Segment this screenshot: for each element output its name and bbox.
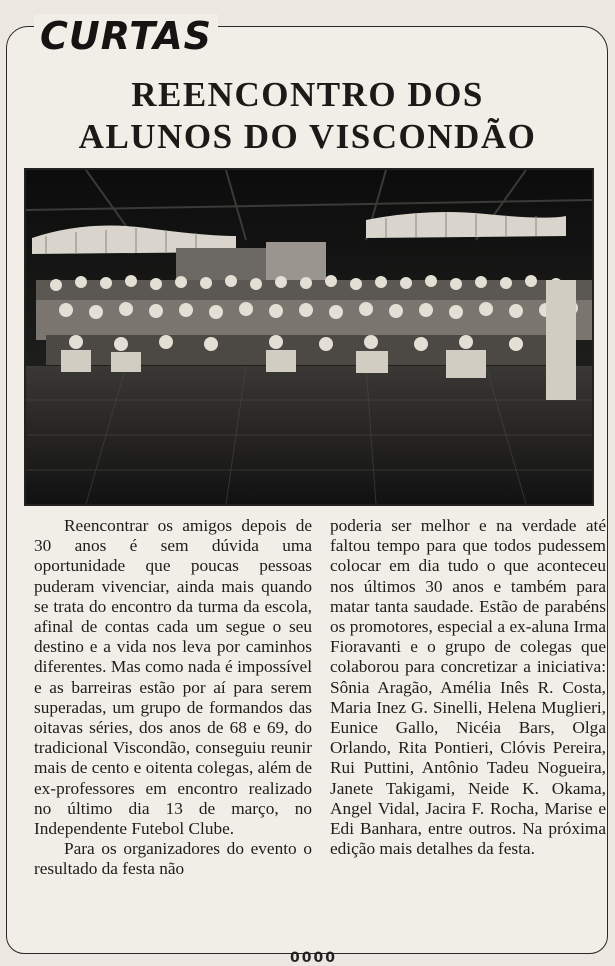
headline-line-1: REENCONTRO DOS	[131, 75, 484, 114]
section-label: CURTAS	[34, 14, 218, 58]
footer-mark: 0000	[290, 950, 337, 966]
headline-line-2: ALUNOS DO VISCONDÃO	[78, 117, 537, 156]
article-column-left	[34, 516, 312, 880]
article-headline	[0, 74, 615, 158]
body-paragraph-1: Reencontrar os amigos depois de 30 anos é sem dúvida uma oportunidade que poucas pessoas puderam vivenciar, ainda mais quando se trata do encontro da turma da escola, afinal de contas cada um segue o seu destino e a vida nos leva por caminhos diferentes. Mas como nada é impossível e as barreiras estão por aí para serem superadas, um grupo de formandos das oitavas séries, dos anos de 68 e 69, do tradicional Viscondão, conseguiu reunir mais de cento e oitenta colegas, além de ex-professores em encontro realizado no último dia 13 de março, no Independente Futebol Clube.	[34, 516, 312, 839]
article-column-right	[330, 516, 606, 859]
group-photo	[24, 168, 594, 506]
body-paragraph-3: poderia ser melhor e na verdade até faltou tempo para que todos pudessem colocar em dia tudo o que aconteceu nos últimos 30 anos e também para matar tanta saudade. Estão de parabéns os promotores, especial a ex-aluna Irma Fioravanti e o grupo de colegas que colaborou para concretizar a iniciativa: Sônia Aragão, Amélia Inês R. Costa, Maria Inez G. Sinelli, Helena Muglieri, Eunice Gallo, Nicéia Bars, Olga Orlando, Rita Pontieri, Clóvis Pereira, Rui Puttini, Antônio Tadeu Nogueira, Janete Takigami, Neide K. Okama, Angel Vidal, Jacira F. Rocha, Marise e Edi Banhara, entre outros. Na próxima edição mais detalhes da festa.	[330, 516, 606, 859]
group-photo-image	[26, 170, 592, 504]
body-paragraph-2: Para os organizadores do evento o resultado da festa não	[34, 839, 312, 879]
